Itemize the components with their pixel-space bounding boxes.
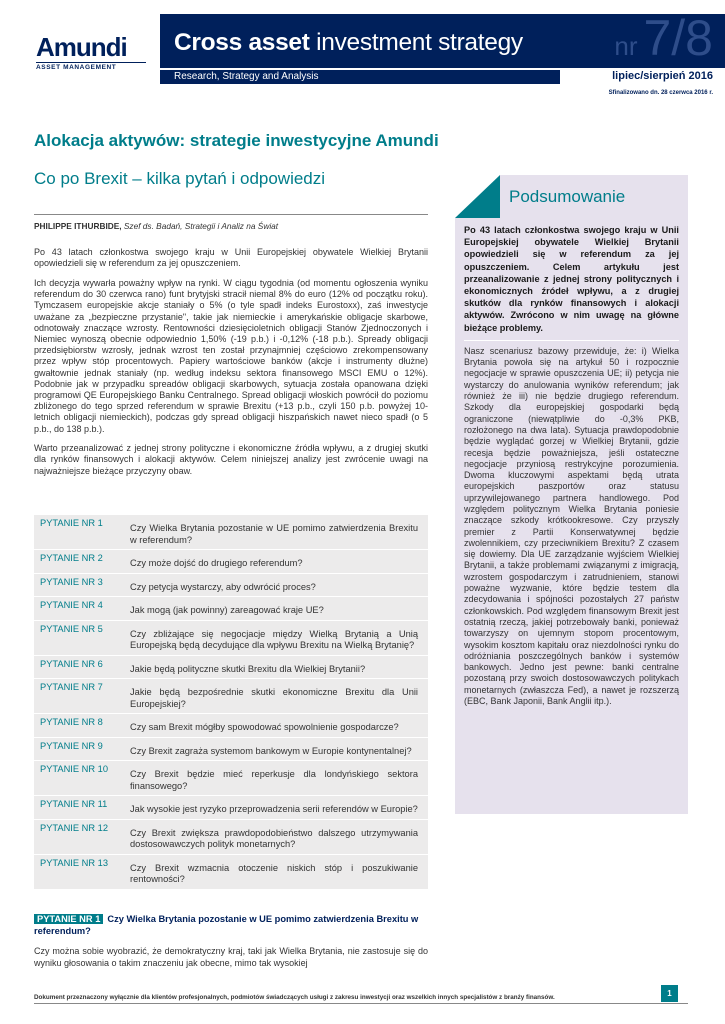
question-row[interactable] <box>34 515 428 550</box>
page-number: 1 <box>661 985 678 1002</box>
summary-body: Nasz scenariusz bazowy przewiduje, że: i) Wielka Brytania powoła się na artykuł 50 i rozpocznie negocjacje w sprawie opuszczenia UE; ii) petycja nie wystarczy do anulowania wyników referendum; jak również że iii) nie będzie drugiego referendum. Szkody dla europejskiej gospodarki będą ograniczone (niewątpliwie do -0,3% PKB, rozłożonego na dwa lata). Sytuacja prawdopodobnie będzie wyglądać gorzej w Wielkiej Brytanii, gdzie recesja będzie poważniejsza, jeśli ostateczne negocjacje przyniosą restrykcyjne porozumienia. Dwoma kluczowymi aspektami będą utrata europejskich paszportów oraz statusu uprzywilejowanego partnera handlowego. Pod względem politycznym Wielka Brytania poniesie znaczące szkody krótkookresowe. Czy przyszły premier z Partii Konserwatywnej będzie zwolennikiem, czy przeciwnikiem Brexitu? Z czasem się dowiemy. Dla UE zarządzanie wyjściem Wielkiej Brytanii, a także problemami związanymi z imigracją, wzrostem gospodarczym i zatrudnieniem, stanowi poważne wyzwanie, które będzie testem dla zdecydowania i spójności pozostałych 27 państw członkowskich. Pod względem finansowym Brexit jest ostatnią rzeczą, jakiej potrzebowały banki, ponieważ towarzyszy on ujemnym stopom procentowym, wysokim kosztom kapitału oraz niezdolności rynku do odróżniania poszczególnych banków i systemów bankowych. Jedno jest pewne: banki centralne pozostaną przy swoich dostosowawczych politykach monetarnych (zwłaszcza Fed), a nawet je rozszerzą (EBC, Bank Japonii, Bank Anglii itp.). <box>464 345 679 707</box>
title-bold: Cross asset <box>174 29 310 56</box>
question-text: Jak mogą (jak powinny) zareagować kraje UE? <box>130 605 324 615</box>
title-rest: investment strategy <box>309 29 523 56</box>
publication-title <box>174 29 523 57</box>
amundi-logo <box>36 34 146 71</box>
question-row[interactable] <box>34 714 428 738</box>
issue-number-value: 7/8 <box>643 10 713 66</box>
question-text: Czy petycja wystarczy, aby odwrócić proces? <box>130 581 316 592</box>
question-text: Czy Wielka Brytania pozostanie w UE pomimo zatwierdzenia Brexitu w referendum? <box>130 523 418 545</box>
question-label: PYTANIE NR 13 <box>40 857 109 868</box>
question-row[interactable] <box>34 820 428 855</box>
subtitle-bar <box>160 70 725 84</box>
question-text: Czy Brexit wzmacnia otoczenie niskich stóp i poszukiwanie rentowności? <box>130 862 418 884</box>
question-text: Jakie będą polityczne skutki Brexitu dla Wielkiej Brytanii? <box>130 663 366 674</box>
article-title: Alokacja aktywów: strategie inwestycyjne Amundi <box>34 131 439 150</box>
question-row[interactable] <box>34 597 428 621</box>
intro-paragraph: Po 43 latach członkostwa swojego kraju w Unii Europejskiej obywatele Wielkiej Brytanii opowiedzieli się w referendum za jej opuszczeniem. <box>34 247 428 269</box>
questions-table <box>34 515 428 890</box>
issue-date: lipiec/sierpień 2016 <box>612 70 713 82</box>
intro-paragraph: Warto przeanalizować z jednej strony polityczne i ekonomiczne źródła wpływu, a z drugiej skutki dla rynków finansowych i alokacji aktywów. Celem niniejszej analizy jest zwrócenie uwagi na najważniejsze bieżące przyczyny obaw. <box>34 443 428 476</box>
summary-title: Podsumowanie <box>509 187 626 206</box>
question-label: PYTANIE NR 5 <box>40 623 103 634</box>
question-text: Jakie będą bezpośrednie skutki ekonomiczne Brexitu dla Unii Europejskiej? <box>130 687 418 709</box>
logo-subtitle: ASSET MANAGEMENT <box>36 62 146 71</box>
question-label: PYTANIE NR 1 <box>40 518 103 528</box>
author-role: Szef ds. Badań, Strategii i Analiz na Świat <box>121 221 279 231</box>
question-label: PYTANIE NR 11 <box>40 799 108 809</box>
question-text: Jak wysokie jest ryzyko przeprowadzenia serii referendów w Europie? <box>130 804 418 814</box>
finalized-date: Sfinalizowano dn. 28 czerwca 2016 r. <box>608 90 713 96</box>
question-label: PYTANIE NR 8 <box>40 717 103 727</box>
question-text: Czy Brexit zwiększa prawdopodobieństwo dalszego utrzymywania dostosowawczych polityk monetarnych? <box>130 827 418 849</box>
question-row[interactable] <box>34 761 428 796</box>
logo-name: Amundi <box>36 32 127 62</box>
question-label: PYTANIE NR 6 <box>40 658 103 669</box>
question-row[interactable] <box>34 738 428 762</box>
question-1-badge: PYTANIE NR 1 <box>34 914 103 924</box>
question-row[interactable] <box>34 621 428 656</box>
question-label: PYTANIE NR 12 <box>40 822 109 833</box>
question-text: Czy Brexit zagraża systemom bankowym w Europie kontynentalnej? <box>130 745 412 756</box>
question-row[interactable] <box>34 679 428 714</box>
article-subtitle: Co po Brexit – kilka pytań i odpowiedzi <box>34 169 326 188</box>
question-1-body: Czy można sobie wyobrazić, że demokratyczny kraj, taki jak Wielka Brytania, nie zastosuje się do wyniku głosowania o takim znaczeniu jak obecne, mimo tak wysokiej <box>34 946 428 968</box>
question-row[interactable] <box>34 574 428 598</box>
footer-disclaimer: Dokument przeznaczony wyłącznie dla klientów profesjonalnych, podmiotów świadczących usługi z zakresu inwestycji oraz wszelkich innych specjalistów z branży finansów. <box>34 994 555 1001</box>
intro-paragraph: Ich decyzja wywarła poważny wpływ na rynki. W ciągu tygodnia (od momentu ogłoszenia wyniku referendum do 30 czerwca rano) funt brytyjski stracił niemal 8% do euro (12% od początku roku). Tymczasem europejskie akcje staniały o 5% (o tyle spadł indeks Eurostoxx), zaś inwestycje uważane za „bezpieczne przystanie", takie jak niemieckie i amerykańskie obligacje skarbowe, odnotowały znaczące wzrosty. Rentowności dziesięcioletnich obligacji Stanów Zjednoczonych i Niemiec wynoszą obecnie odpowiednio 1,50% (-19 p.b.) i -0,12% (-18 p.b.). Spready obligacji przedsiębiorstw wzrosły, jednak wzrost ten został przynajmniej częściowo zrekompensowany przez wpływ stóp procentowych. Papiery wartościowe banków (akcje i instrumenty dłużne) gwałtownie jednak staniały (np. według indeksu sektora finansowego MSCI EMU o 12%). Podobnie jak w przypadku spreadów obligacji skarbowych, sytuacja została opanowana dzięki programowi QE Europejskiego Banku Centralnego. Spread obligacji włoskich powrócił do poziomu zbliżonego do tego sprzed referendum w sprawie Brexitu (+13 p.b., czyli 150 p.b. powyżej 10-letnich obligacji niemieckich), podczas gdy spread obligacji hiszpańskich nawet nieco spadł (o 5 p.b., do 138 p.b.). <box>34 277 428 434</box>
question-label: PYTANIE NR 2 <box>40 553 103 563</box>
question-text: Czy Brexit będzie mieć reperkusje dla londyńskiego sektora finansowego? <box>130 769 418 791</box>
question-text: Czy sam Brexit mógłby spowodować spowolnienie gospodarcze? <box>130 722 399 732</box>
question-1-title: Czy Wielka Brytania pozostanie w UE pomimo zatwierdzenia Brexitu w referendum? <box>34 914 419 936</box>
summary-tab-triangle <box>455 175 500 218</box>
article-intro <box>34 247 428 485</box>
summary-divider <box>464 340 679 341</box>
issue-number-label: nr <box>614 31 638 61</box>
footer-divider <box>34 1003 688 1004</box>
question-row[interactable] <box>34 855 428 890</box>
title-bar <box>160 10 725 68</box>
issue-number <box>614 9 713 67</box>
question-text: Czy zbliżające się negocjacje między Wielką Brytanią a Unią Europejską będą decydujące dla wpływu Brexitu na Wielką Brytanię? <box>130 628 418 650</box>
question-label: PYTANIE NR 9 <box>40 740 103 751</box>
question-label: PYTANIE NR 3 <box>40 576 103 587</box>
author-divider <box>34 214 428 215</box>
publication-subtitle: Research, Strategy and Analysis <box>174 71 319 82</box>
question-label: PYTANIE NR 4 <box>40 600 103 610</box>
author-name: PHILIPPE ITHURBIDE, <box>34 221 122 231</box>
summary-header <box>500 175 688 218</box>
question-row[interactable] <box>34 796 428 820</box>
question-row[interactable] <box>34 550 428 574</box>
summary-lead: Po 43 latach członkostwa swojego kraju w Unii Europejskiej obywatele Wielkiej Brytanii opowiedzieli się w referendum za jej opuszczeniem. Celem artykułu jest przeanalizowanie z jednej strony politycznych i ekonomicznych źródeł wpływu, a z drugiej skutków dla rynków finansowych i alokacji aktywów. Zwrócono w nim uwagę na główne bieżące problemy. <box>464 225 679 333</box>
author-byline <box>34 221 278 231</box>
question-label: PYTANIE NR 7 <box>40 682 103 692</box>
question-1-heading <box>34 914 428 937</box>
subtitle-band <box>160 70 560 84</box>
question-text: Czy może dojść do drugiego referendum? <box>130 558 303 568</box>
summary-box <box>455 218 688 814</box>
question-row[interactable] <box>34 656 428 680</box>
question-label: PYTANIE NR 10 <box>40 764 109 774</box>
